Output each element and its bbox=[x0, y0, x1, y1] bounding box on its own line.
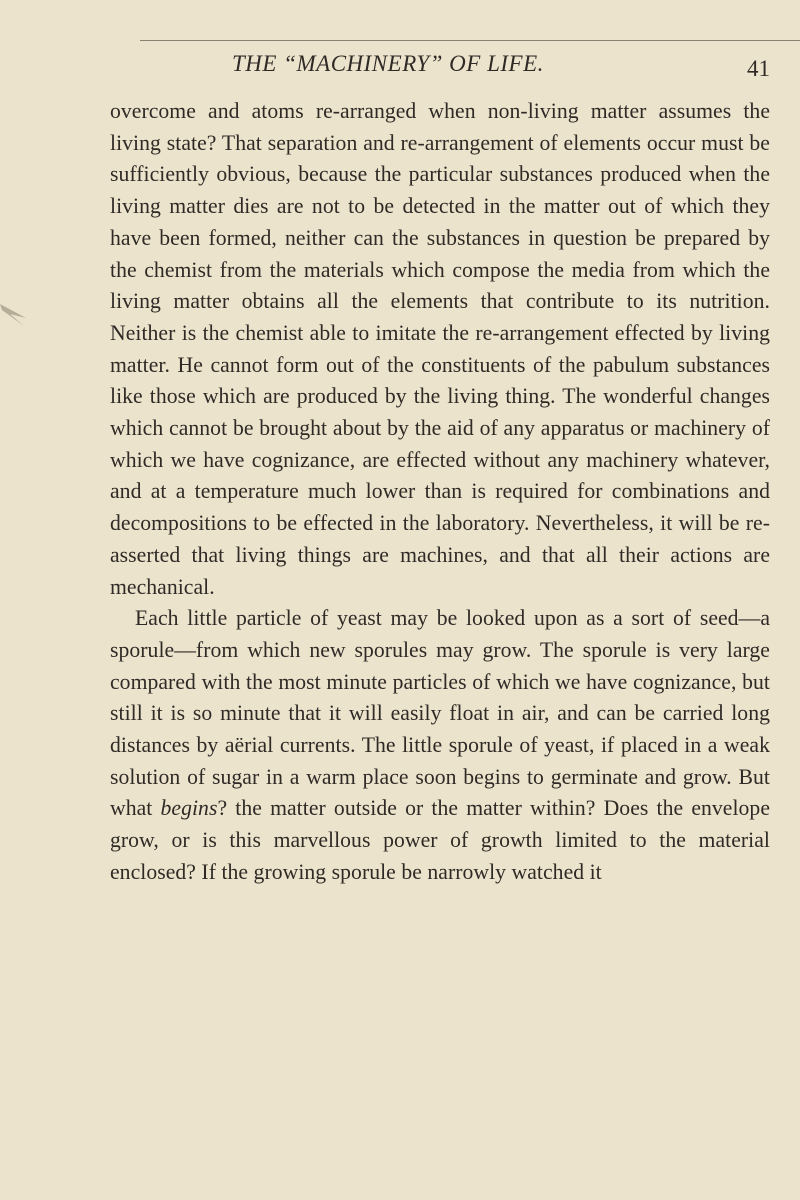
paragraph-2-text-end: ? the matter outside or the matter within? Does the envelope grow, or is this marvellous power of growth limited to the material enclosed? If the growing sporule be narrowly watched it bbox=[110, 796, 770, 884]
top-rule bbox=[140, 40, 800, 41]
running-title: THE “MACHINERY” OF LIFE. bbox=[232, 51, 544, 76]
paper-fleck-mark bbox=[0, 300, 28, 326]
paragraph-1: overcome and atoms re-arranged when non-living matter assumes the living state? That separation and re-arrangement of elements occur must be sufficiently obvious, because the particular substances produced when the living matter dies are not to be detected in the matter out of which they have been formed, neither can the substances in question be prepared by the chemist from the materials which compose the media from which the living matter obtains all the elements that contribute to its nutrition. Neither is the chemist able to imitate the re-arrangement effected by living matter. He cannot form out of the constituents of the pabulum substances like those which are produced by the living thing. The wonderful changes which cannot be brought about by the aid of any apparatus or machinery of which we have cognizance, are effected without any machinery whatever, and at a temperature much lower than is required for combinations and decompositions to be effected in the laboratory. Nevertheless, it will be re-asserted that living things are machines, and that all their actions are mechanical. bbox=[110, 99, 770, 599]
page-header bbox=[110, 48, 770, 88]
paragraph-2-text-start: Each little particle of yeast may be looked upon as a sort of seed—a sporule—from which new sporules may grow. The sporule is very large compared with the most minute particles of which we have cognizance, but still it is so minute that it will easily float in air, and can be carried long distances by aërial currents. The little sporule of yeast, if placed in a weak solution of sugar in a warm place soon begins to germinate and grow. But what bbox=[110, 606, 770, 821]
page-body-text bbox=[110, 96, 770, 889]
paragraph-2 bbox=[110, 603, 770, 888]
italic-emphasis-begins: begins bbox=[160, 796, 218, 821]
page-number: 41 bbox=[747, 56, 770, 81]
